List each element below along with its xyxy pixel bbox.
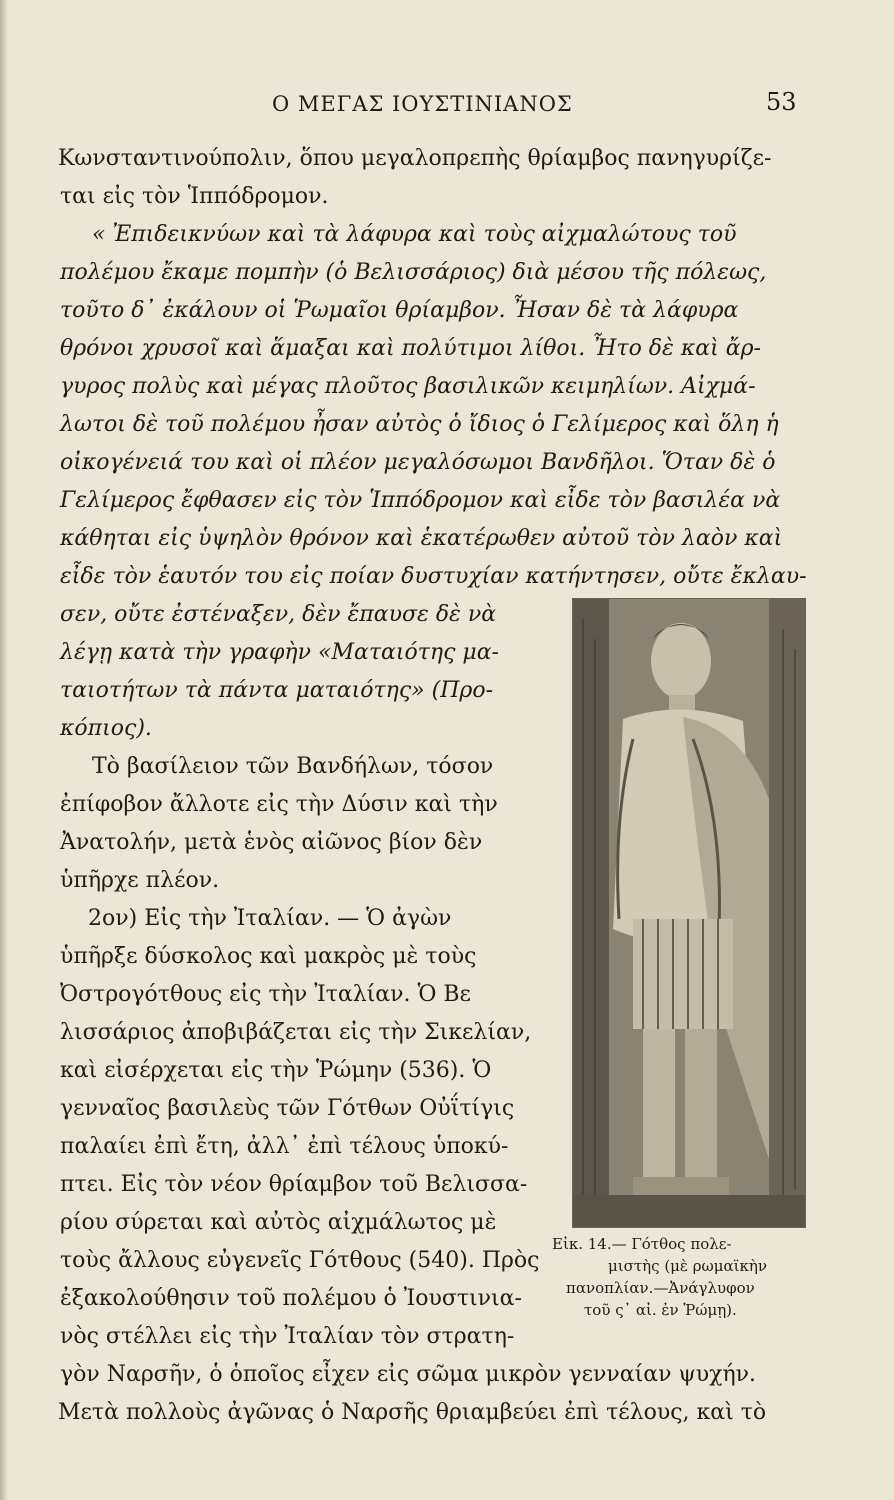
relief-figure-image bbox=[572, 598, 806, 1228]
body-line: Τὸ βασίλειον τῶν Βανδήλων, τόσον bbox=[92, 754, 494, 779]
running-title: Ο ΜΕΓΑΣ ΙΟΥΣΤΙΝΙΑΝΟΣ bbox=[272, 92, 573, 116]
body-line: ὑπῆρχε πλέον. bbox=[60, 868, 220, 893]
body-line: ταιοτήτων τὰ πάντα ματαιότης» (Προ- bbox=[60, 678, 494, 703]
body-line: γενναῖος βασιλεὺς τῶν Γότθων Οὐΐτίγις bbox=[60, 1096, 515, 1121]
body-line: νὸς στέλλει εἰς τὴν Ἰταλίαν τὸν στρατη- bbox=[60, 1324, 515, 1349]
body-line: γυρος πολὺς καὶ μέγας πλοῦτος βασιλικῶν κειμηλίων. Αἰχμά- bbox=[60, 374, 756, 399]
caption-line: πανοπλίαν.—Ἀνάγλυφον bbox=[566, 1279, 755, 1297]
body-line: Γελίμερος ἔφθασεν εἰς τὸν Ἱππόδρομον καὶ εἶδε τὸν βασιλέα νὰ bbox=[60, 488, 781, 513]
body-line: Ὀστρογότθους εἰς τὴν Ἰταλίαν. Ὁ Βε bbox=[60, 982, 471, 1007]
body-line: Ἀνατολήν, μετὰ ἑνὸς αἰῶνος βίον δὲν bbox=[60, 830, 483, 855]
page-header bbox=[0, 88, 894, 122]
body-line: σεν, οὔτε ἐστέναξεν, δὲν ἔπαυσε δὲ νὰ bbox=[60, 602, 497, 627]
body-line: ἐπίφοβον ἄλλοτε εἰς τὴν Δύσιν καὶ τὴν bbox=[60, 792, 498, 817]
body-line: πολέμου ἔκαμε πομπὴν (ὁ Βελισσάριος) διὰ μέσου τῆς πόλεως, bbox=[60, 260, 767, 285]
body-line: κόπιος). bbox=[60, 716, 152, 741]
caption-line: Εἰκ. 14.— Γότθος πολε- bbox=[552, 1235, 732, 1253]
body-line: ται εἰς τὸν Ἱππόδρομον. bbox=[60, 184, 329, 209]
body-line: Κωνσταντινούπολιν, ὅπου μεγαλοπρεπὴς θρίαμβος πανηγυρίζε- bbox=[58, 146, 772, 171]
body-line: πτει. Εἰς τὸν νέον θρίαμβον τοῦ Βελισσα- bbox=[60, 1172, 528, 1197]
body-line: παλαίει ἐπὶ ἔτη, ἀλλ᾿ ἐπὶ τέλους ὑποκύ- bbox=[60, 1134, 509, 1159]
body-line: λισσάριος ἀποβιβάζεται εἰς τὴν Σικελίαν, bbox=[60, 1020, 532, 1045]
body-line: γὸν Ναρσῆν, ὁ ὁποῖος εἶχεν εἰς σῶμα μικρὸν γενναίαν ψυχήν. bbox=[60, 1362, 757, 1387]
body-line: ὑπῆρξε δύσκολος καὶ μακρὸς μὲ τοὺς bbox=[60, 944, 477, 969]
body-line: καὶ εἰσέρχεται εἰς τὴν Ῥώμην (536). Ὁ bbox=[60, 1058, 492, 1083]
body-line: τοῦτο δ᾿ ἐκάλουν οἱ Ῥωμαῖοι θρίαμβον. Ἦσαν δὲ τὰ λάφυρα bbox=[60, 298, 739, 323]
body-line: λωτοι δὲ τοῦ πολέμου ἦσαν αὐτὸς ὁ ἴδιος ὁ Γελίμερος καὶ ὅλη ἡ bbox=[60, 412, 779, 437]
page-spine-shadow bbox=[0, 0, 8, 1500]
section-heading-line: 2ον) Εἰς τὴν Ἰταλίαν. — Ὁ ἀγὼν bbox=[88, 906, 452, 931]
body-line: θρόνοι χρυσοῖ καὶ ἅμαξαι καὶ πολύτιμοι λίθοι. Ἦτο δὲ καὶ ἄρ- bbox=[60, 336, 761, 361]
body-line: ἐξακολούθησιν τοῦ πολέμου ὁ Ἰουστινια- bbox=[60, 1286, 522, 1311]
body-line: λέγῃ κατὰ τὴν γραφὴν «Ματαιότης μα- bbox=[60, 640, 499, 665]
caption-line: τοῦ ς᾿ αἰ. ἐν Ῥώμῃ). bbox=[584, 1301, 737, 1319]
body-line: « Ἐπιδεικνύων καὶ τὰ λάφυρα καὶ τοὺς αἰχμαλώτους τοῦ bbox=[92, 222, 737, 247]
body-line: τοὺς ἄλλους εὐγενεῖς Γότθους (540). Πρὸς bbox=[60, 1248, 540, 1273]
body-line: Μετὰ πολλοὺς ἀγῶνας ὁ Ναρσῆς θριαμβεύει ἐπὶ τέλους, καὶ τὸ bbox=[58, 1400, 767, 1425]
body-line: εἶδε τὸν ἑαυτόν του εἰς ποίαν δυστυχίαν κατήντησεν, οὔτε ἔκλαυ- bbox=[60, 564, 807, 589]
body-line: οἰκογένειά του καὶ οἱ πλέον μεγαλόσωμοι Βανδῆλοι. Ὅταν δὲ ὁ bbox=[60, 450, 776, 475]
caption-line: μιστὴς (μὲ ρωμαϊκὴν bbox=[608, 1257, 768, 1275]
page-number: 53 bbox=[766, 88, 797, 116]
body-line: ρίου σύρεται καὶ αὐτὸς αἰχμάλωτος μὲ bbox=[60, 1210, 497, 1235]
body-line: κάθηται εἰς ὑψηλὸν θρόνον καὶ ἑκατέρωθεν αὐτοῦ τὸν λαὸν καὶ bbox=[60, 526, 783, 551]
